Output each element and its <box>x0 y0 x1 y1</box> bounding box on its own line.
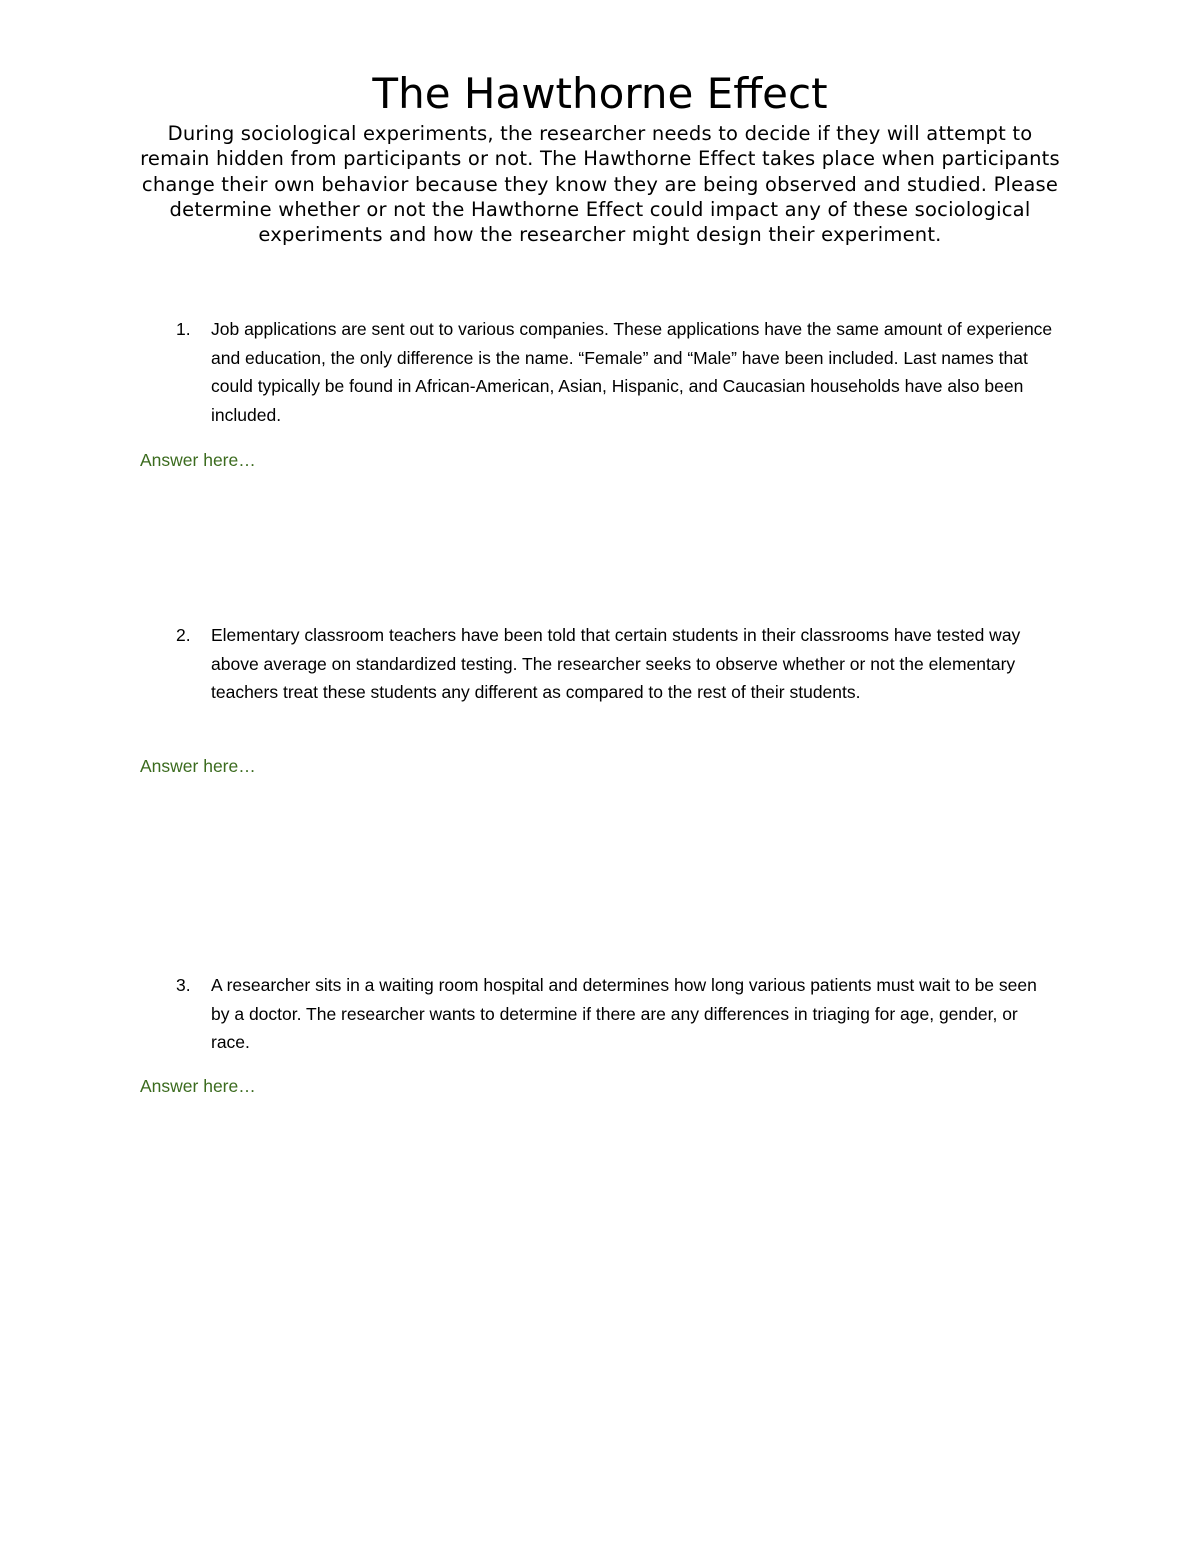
intro-paragraph: During sociological experiments, the researcher needs to decide if they will attempt to remain hidden from participants or not. The Hawthorne Effect takes place when participants change their own behavior because they know they are being observed and studied. Please determine whether or not the Hawthorne Effect could impact any of these sociological experiments and how the researcher might design their experiment. <box>140 122 1060 247</box>
question-text: Job applications are sent out to various companies. These applications have the same amount of experience and education, the only difference is the name. “Female” and “Male” have been included. Last names that could typically be found in African-American, Asian, Hispanic, and Caucasian households have also been included. <box>211 319 1053 425</box>
answer-field-1[interactable]: Answer here… <box>140 450 256 470</box>
question-text: A researcher sits in a waiting room hospital and determines how long various patients must wait to be seen by a doctor. The researcher wants to determine if there are any differences in triaging for age, gender, or race. <box>211 975 1037 1053</box>
question-number: 1. <box>176 319 191 339</box>
document-title: The Hawthorne Effect <box>372 69 828 118</box>
question-text: Elementary classroom teachers have been told that certain students in their classrooms have tested way above average on standardized testing. The researcher seeks to observe whether or not the elementary teachers treat these students any different as compared to the rest of their students. <box>211 625 1021 703</box>
question-number: 2. <box>176 625 191 645</box>
answer-field-2[interactable]: Answer here… <box>140 756 256 776</box>
question-number: 3. <box>176 975 191 995</box>
question-item-2 <box>140 621 1060 707</box>
question-item-1 <box>140 315 1060 429</box>
answer-field-3[interactable]: Answer here… <box>140 1076 256 1096</box>
question-item-3 <box>140 971 1060 1057</box>
